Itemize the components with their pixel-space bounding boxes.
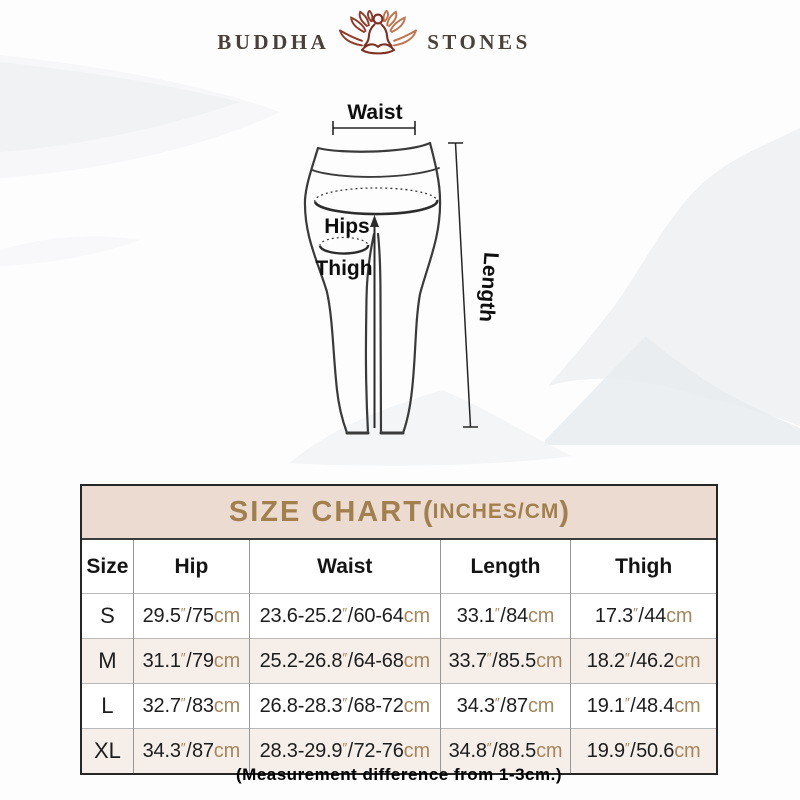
cm-suffix: cm (403, 694, 430, 717)
cm-suffix: cm (666, 604, 693, 627)
cm-value: 85.5 (497, 649, 537, 672)
size-row-s (82, 594, 716, 639)
size-value: S (82, 594, 133, 639)
length-measurement (440, 684, 571, 729)
cm-suffix: cm (403, 739, 430, 762)
cm-value: 46.2 (636, 649, 675, 672)
unit-separator: / (630, 739, 636, 762)
cm-suffix: cm (403, 649, 430, 672)
inches-value: 23.6-25.2 (259, 604, 343, 627)
inches-value: 17.3 (594, 604, 634, 627)
cm-suffix: cm (674, 694, 701, 717)
cm-value: 75 (191, 604, 214, 627)
cm-value: 79 (191, 649, 214, 672)
cm-value: 48.4 (636, 694, 675, 717)
inches-value: 28.3-29.9 (259, 739, 343, 762)
cm-suffix: cm (213, 649, 241, 672)
length-dimension-line (448, 143, 478, 427)
size-table-body (82, 594, 716, 774)
inch-mark: ″ (342, 605, 348, 621)
inches-value: 19.1 (586, 694, 625, 717)
inches-value: 19.9 (586, 739, 625, 762)
hip-measurement (133, 594, 249, 639)
inch-mark: ″ (494, 605, 500, 621)
waist-measurement (249, 639, 440, 684)
inches-value: 18.2 (586, 649, 625, 672)
length-measurement (440, 639, 571, 684)
inch-mark: ″ (342, 695, 348, 711)
size-row-l (82, 684, 716, 729)
waist-measurement (249, 684, 440, 729)
cm-value: 84 (506, 604, 528, 627)
cm-value: 87 (191, 739, 214, 762)
cm-suffix: cm (527, 694, 555, 717)
cm-value: 44 (644, 604, 667, 627)
bottom-left-hill (0, 236, 140, 266)
thigh-measurement (571, 594, 716, 639)
inch-mark: ″ (342, 650, 348, 666)
col-header-thigh: Thigh (571, 540, 716, 594)
cm-suffix: cm (213, 739, 241, 762)
unit-separator: / (186, 694, 192, 717)
cm-suffix: cm (403, 604, 430, 627)
inches-value: 25.2-26.8 (259, 649, 343, 672)
col-header-size: Size (86, 554, 129, 578)
waist-measurement (249, 594, 440, 639)
cm-value: 88.5 (497, 739, 537, 762)
cm-value: 68-72 (353, 694, 404, 717)
size-value: L (82, 684, 133, 729)
size-chart-title-main: SIZE CHART (228, 495, 423, 528)
inch-mark: ″ (633, 605, 638, 621)
header-row (82, 540, 716, 594)
size-chart-title (82, 486, 716, 540)
inches-value: 29.5 (142, 604, 181, 627)
size-table (82, 540, 716, 773)
hip-measurement (133, 684, 249, 729)
unit-separator: / (492, 739, 498, 762)
inches-value: 31.1 (142, 649, 181, 672)
leggings-measurement-diagram (268, 92, 518, 448)
cm-value: 83 (191, 694, 214, 717)
inch-mark: ″ (486, 740, 492, 756)
inch-mark: ″ (180, 695, 186, 711)
size-chart-title-units: INCHES/CM (432, 500, 560, 523)
inch-mark: ″ (180, 605, 186, 621)
inches-value: 32.7 (142, 694, 181, 717)
cm-value: 64-68 (353, 649, 404, 672)
cm-suffix: cm (674, 739, 701, 762)
measurement-footnote: (Measurement difference from 1-3cm.) (236, 765, 562, 784)
inch-mark: ″ (180, 650, 186, 666)
length-label: Length (474, 251, 503, 323)
length-measurement (440, 594, 571, 639)
unit-separator: / (186, 649, 192, 672)
size-row-m (82, 639, 716, 684)
inch-mark: ″ (494, 695, 500, 711)
brand-name-left: BUDDHA (217, 29, 330, 54)
thigh-measurement (571, 639, 716, 684)
unit-separator: / (347, 649, 353, 672)
size-table-header (82, 540, 716, 594)
col-header-waist: Waist (249, 540, 440, 594)
inch-mark: ″ (342, 740, 348, 756)
title-paren-close: ) (559, 495, 570, 528)
size-chart (80, 484, 718, 775)
size-value: M (82, 639, 133, 684)
leggings-outline (305, 143, 440, 433)
brand-lockup (217, 10, 531, 60)
unit-separator: / (630, 694, 636, 717)
unit-separator: / (186, 739, 192, 762)
cm-value: 72-76 (353, 739, 404, 762)
thigh-measurement (571, 684, 716, 729)
inches-value: 26.8-28.3 (259, 694, 343, 717)
unit-separator: / (347, 694, 353, 717)
inches-value: 33.1 (456, 604, 495, 627)
inches-value: 33.7 (448, 649, 487, 672)
thigh-label: Thigh (315, 257, 373, 280)
lotus-meditation-icon (337, 10, 419, 60)
inch-mark: ″ (624, 650, 630, 666)
unit-separator: / (630, 649, 636, 672)
inches-value: 34.3 (142, 739, 181, 762)
hip-measurement (133, 639, 249, 684)
unit-separator: / (638, 604, 644, 627)
unit-separator: / (186, 604, 192, 627)
brand-name-right: STONES (427, 29, 531, 54)
unit-separator: / (500, 694, 506, 717)
waist-label: Waist (347, 101, 403, 124)
title-paren-open: ( (422, 495, 433, 528)
cm-suffix: cm (527, 604, 555, 627)
col-header-length: Length (440, 540, 571, 594)
brand-header (0, 10, 800, 60)
cm-value: 60-64 (353, 604, 404, 627)
inch-mark: ″ (624, 695, 630, 711)
thigh-measure-ellipse (320, 237, 368, 253)
unit-separator: / (500, 604, 506, 627)
unit-separator: / (347, 739, 353, 762)
cm-suffix: cm (536, 739, 563, 762)
hip-measure-ellipse (315, 188, 437, 214)
inches-value: 34.3 (456, 694, 495, 717)
cm-suffix: cm (674, 649, 701, 672)
cm-suffix: cm (213, 604, 241, 627)
unit-separator: / (492, 649, 498, 672)
cm-suffix: cm (213, 694, 241, 717)
cm-suffix: cm (536, 649, 563, 672)
inch-mark: ″ (624, 740, 630, 756)
unit-separator: / (347, 604, 353, 627)
size-value: XL (82, 729, 133, 774)
hips-label: Hips (324, 215, 370, 238)
inches-value: 34.8 (448, 739, 487, 762)
cm-value: 50.6 (636, 739, 675, 762)
cm-value: 87 (506, 694, 528, 717)
inch-mark: ″ (486, 650, 492, 666)
col-header-hip: Hip (133, 540, 249, 594)
inch-mark: ″ (180, 740, 186, 756)
